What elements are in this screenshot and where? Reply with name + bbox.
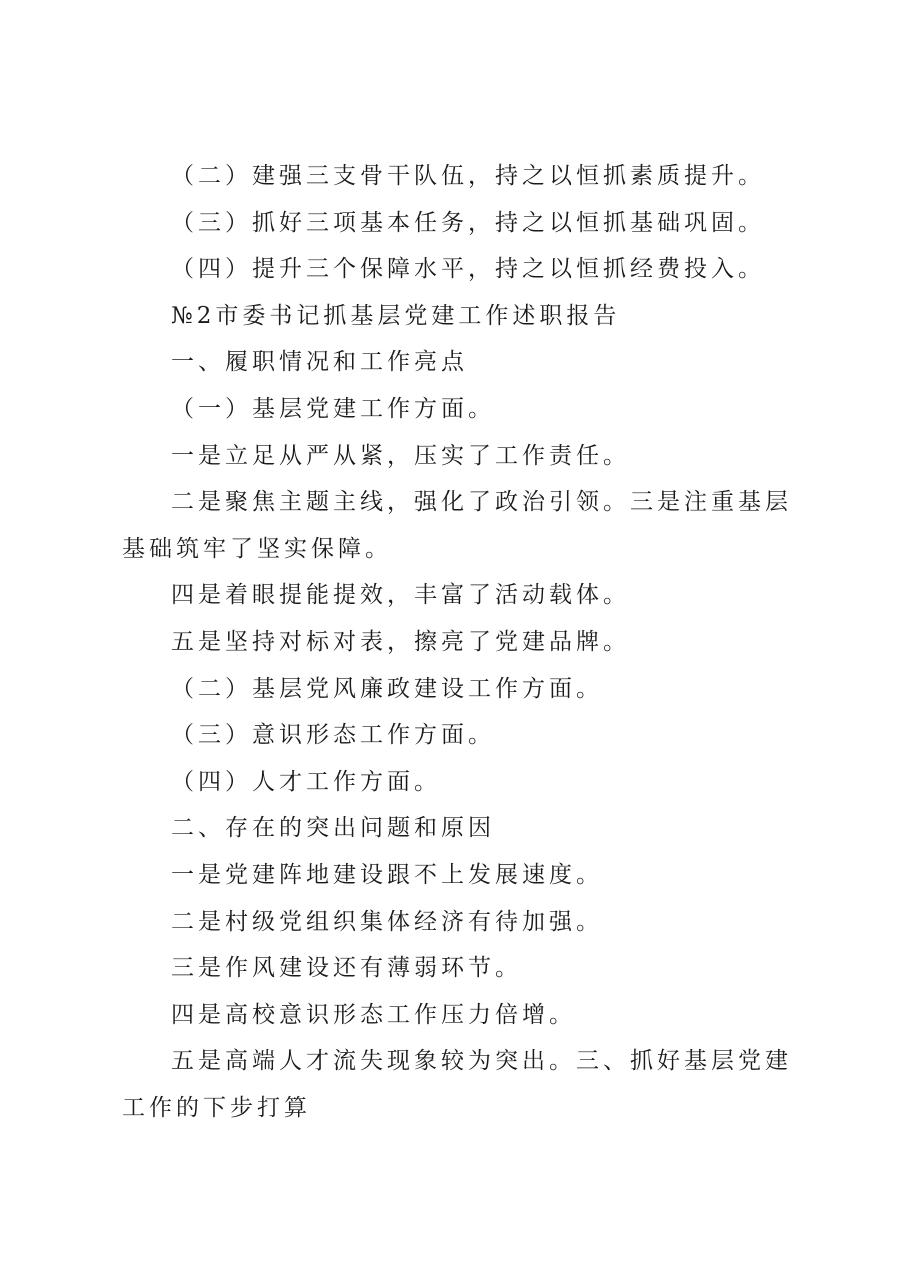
paragraph-19: 五是高端人才流失现象较为突出。三、抓好基层党建工作的下步打算 [122, 1048, 792, 1121]
subsection-heading-4: （四）人才工作方面。 [171, 768, 441, 795]
paragraph-1: （二）建强三支骨干队伍，持之以恒抓素质提升。 [171, 163, 765, 189]
paragraph-3: （四）提升三个保障水平，持之以恒抓经费投入。 [171, 256, 765, 283]
paragraph-10: 五是坚持对标对表，擦亮了党建品牌。 [171, 628, 630, 655]
subsection-heading-3: （三）意识形态工作方面。 [171, 722, 495, 749]
paragraph-15: 一是党建阵地建设跟不上发展速度。 [171, 861, 603, 888]
paragraph-7: 一是立足从严从紧，压实了工作责任。 [171, 442, 630, 469]
section-heading-2: 二、存在的突出问题和原因 [171, 815, 495, 842]
paragraph-17: 三是作风建设还有薄弱环节。 [171, 955, 522, 982]
section-heading-1: 一、履职情况和工作亮点 [171, 349, 468, 376]
paragraph-2: （三）抓好三项基本任务，持之以恒抓基础巩固。 [171, 209, 765, 236]
paragraph-18: 四是高校意识形态工作压力倍增。 [171, 1001, 576, 1028]
paragraph-9: 四是着眼提能提效，丰富了活动载体。 [171, 582, 630, 609]
document-body [122, 153, 798, 1131]
paragraph-16: 二是村级党组织集体经济有待加强。 [171, 908, 603, 935]
paragraph-8: 二是聚焦主题主线，强化了政治引领。三是注重基层基础筑牢了坚实保障。 [122, 489, 792, 562]
report-title: №2市委书记抓基层党建工作述职报告 [171, 302, 621, 329]
subsection-heading-2: （二）基层党风廉政建设工作方面。 [171, 675, 603, 702]
subsection-heading-1: （一）基层党建工作方面。 [171, 395, 495, 422]
